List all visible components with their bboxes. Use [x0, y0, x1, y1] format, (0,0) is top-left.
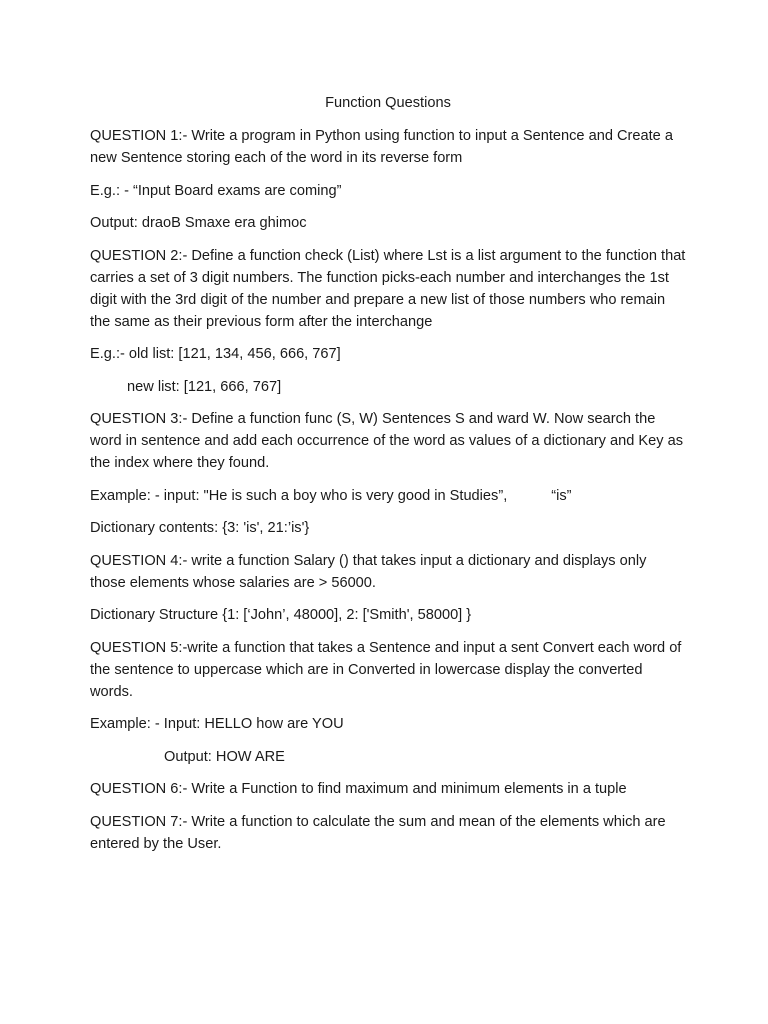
question-4-dictionary-structure: Dictionary Structure {1: [‘John’, 48000], 2: ['Smith', 58000] } — [90, 607, 472, 623]
question-3-example-line — [90, 485, 686, 507]
question-3-text: QUESTION 3:- Define a function func (S, W) Sentences S and ward W. Now search the word in sentence and add each occurrence of the word as values of a dictionary and Key as the index where they found. — [90, 411, 684, 471]
question-1-example: E.g.: - “Input Board exams are coming” — [90, 182, 342, 199]
question-7-text: QUESTION 7:- Write a function to calculate the sum and mean of the elements which are entered by the User. — [90, 813, 666, 852]
question-5-example: Example: - Input: HELLO how are YOU — [90, 716, 344, 732]
question-1-output: Output: draoB Smaxe era ghimoc — [90, 215, 307, 231]
question-5-text: QUESTION 5:-write a function that takes a Sentence and input a sent Convert each word of the sentence to uppercase which are in Converted in lowercase display the converted words. — [90, 639, 682, 700]
question-3-example-word: “is” — [551, 487, 572, 504]
question-3-example: Example: - input: "He is such a boy who is very good in Studies”, — [90, 487, 508, 504]
question-2-new-list: new list: [121, 666, 767] — [127, 378, 282, 395]
document-body — [90, 92, 686, 865]
question-1-text: QUESTION 1:- Write a program in Python using function to input a Sentence and Create a new Sentence storing each of the word in its reverse form — [90, 128, 673, 166]
document-title: Function Questions — [325, 95, 451, 111]
question-2-old-list: E.g.:- old list: [121, 134, 456, 666, 767] — [90, 346, 341, 362]
question-6-text: QUESTION 6:- Write a Function to find maximum and minimum elements in a tuple — [90, 781, 627, 797]
question-2-text: QUESTION 2:- Define a function check (List) where Lst is a list argument to the function that carries a set of 3 digit numbers. The function picks-each number and interchanges the 1st digit with the 3rd digit of the number and prepare a new list of those numbers who remain the same as their previous form after the interchange — [90, 247, 686, 330]
question-3-dictionary-contents: Dictionary contents: {3: 'is', 21:’is'} — [90, 520, 310, 536]
question-4-text: QUESTION 4:- write a function Salary () that takes input a dictionary and displays only those elements whose salaries are > 56000. — [90, 552, 647, 591]
question-5-output: Output: HOW ARE — [164, 748, 285, 765]
